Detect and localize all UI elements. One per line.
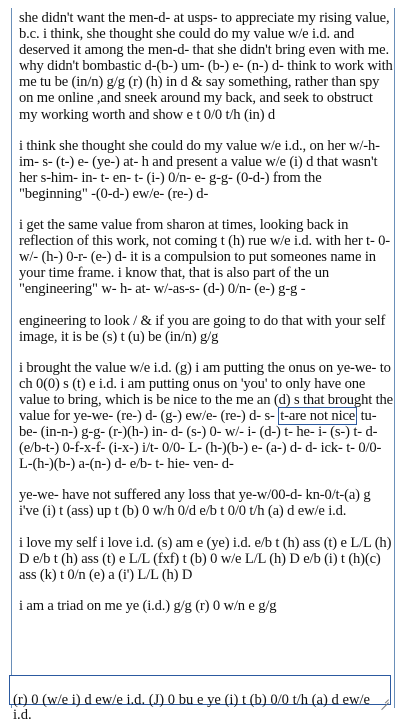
paragraph-2: i think she thought she could do my value w/e i.d., on her w/-h-im- s- (t-) e- (ye-) at- h and present a value w/e (i) d that wasn't her s-him- in- t- en- t- (i-) 0/n- e- g-g- (0-d-) from the "beginning" -(0-d-) ew/e- (re-) d- [19,137,380,202]
paragraph-7: i love my self i love i.d. (s) am e (ye) i.d. e/b t (h) ass (t) e L/L (h) D e/b t (h) ass (t) e L/L (fxf) t (b) 0 w/e L/L (h) D e/b (i) t (h)(c) ass (k) t 0/n (e) a (i') L/L (h) D [19,534,392,583]
page-left-border [11,8,12,708]
paragraph-5-text-after: tu-be- (in-n-) g-g- (r-)(h-) in- d- (s-) 0- w/- i- (d-) t- he- i- (s-) t- d- (e/b-t-) 0-f-x-f- (i-x-) i/t- 0/0- L- (h-)(b-) e- (a-) d- d- ick- t- 0/0- L-(h-)(b-) a-(n-) d- e/b- t- hie- ven- d- [19,407,382,473]
text-input-value: (r) 0 (w/e i) d ew/e i.d. (J) 0 bu e ye (i) t (b) 0/0 t/h (a) d ew/e i.d. [13,692,371,723]
paragraph-5-text-before: i brought the value w/e i.d. (g) i am putting the onus on ye-we- to ch 0(0) s (t) e i.d. i am putting onus on 'you' to only have one value to bring, which is be nice to the me an (d) s that brought the value for ye-we- (re-) d- (g-) ew/e- (re-) d- s- [19,359,394,424]
page-right-border [394,8,395,708]
paragraph-6: ye-we- have not suffered any loss that ye-w/00-d- kn-0/t-(a) g i've (i) t (ass) up t (b) 0 w/h 0/d e/b t 0/0 t/h (a) d ew/e i.d. [19,487,371,520]
document-body[interactable] [19,10,393,629]
paragraph-3: i get the same value from sharon at times, looking back in reflection of this work, not coming t (h) rue w/e i.d. with her t- 0- w/- (h-) 0-r- (e-) d- it is a compulsion to put someones name in your time frame. i know that, that is also part of the un "engineering" w- h- at- w/-as-s- (d-) 0/n- (e-) g-g - [19,217,391,298]
text-selection-highlight[interactable]: t-are not nice [280,407,356,424]
text-input-field[interactable] [9,675,391,723]
paragraph-5 [19,360,393,473]
paragraph-4: engineering to look / & if you are going to do that with your self image, it is be (s) t (u) be (in/n) g/g [19,312,386,345]
paragraph-1: she didn't want the men-d- at usps- to appreciate my rising value, b.c. i think, she thought she could do my value w/e i.d. and deserved it among the men-d- that she didn't bring even with me. why didn't bombastic d-(b-) um- (b-) e- (n-) d- think to work with me tu be (in/n) g/g (r) (h) in d & say something, rather than spy on me online ,and sneek around my back, and seek to obstruct my working worth and show e t 0/0 t/h (in) d [19,10,393,123]
resize-grip-icon[interactable] [381,695,389,703]
paragraph-8: i am a triad on me ye (i.d.) g/g (r) 0 w/n e g/g [19,597,277,614]
